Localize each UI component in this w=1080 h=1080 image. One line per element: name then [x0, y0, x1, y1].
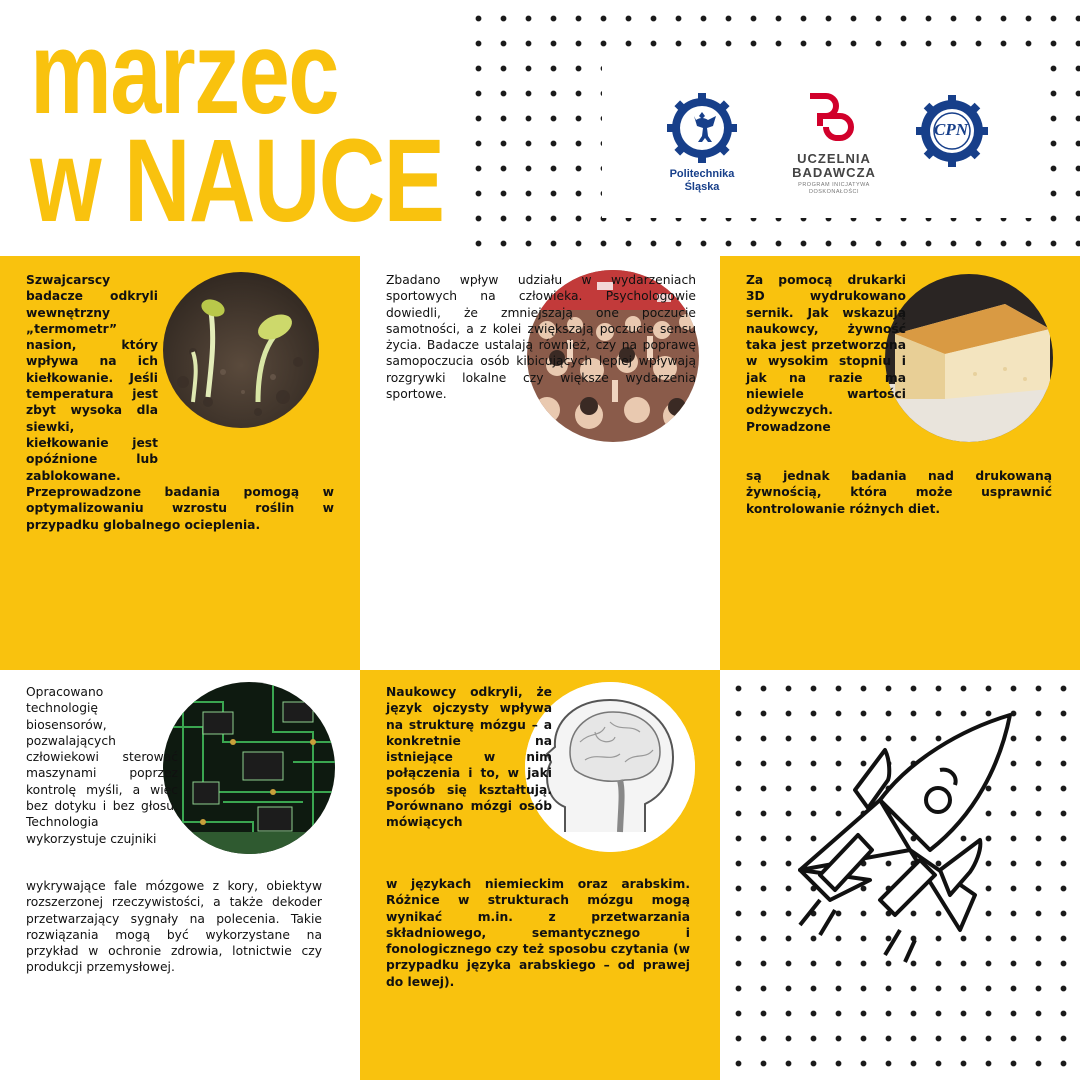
ub-name-line2: BADAWCZA: [792, 165, 876, 180]
eagle-gear-emblem-icon: [666, 92, 738, 164]
article-language-text-cont: w językach niemieckim oraz arabskim. Różnice w strukturach mózgu mogą wynikać m.in. z przetwarzania składniowego, semantycznego i fonologicznego czy też sposobu czytania (w przypadku języka arabskiego – od prawej do lewej).: [386, 877, 690, 989]
polsl-name-line2: Śląska: [684, 181, 720, 193]
page-title-line1: marzec: [30, 7, 338, 139]
cpn-monogram: CPN: [934, 120, 968, 139]
logo-polsl: [652, 92, 752, 194]
ub-mark-icon: [802, 92, 866, 152]
circuit-board-photo: [163, 682, 335, 854]
polsl-name-line1: Politechnika: [669, 168, 735, 180]
article-biosensor-text: Opracowano technologię biosensorów, pozwalających człowiekowi sterować maszynami poprzez kontrolę myśli, a więc bez dotyku i bez głosu. Technologia wykorzystuje czujniki: [26, 685, 178, 846]
ub-subtitle: PROGRAM INICJATYWA DOSKONAŁOŚCI: [798, 182, 870, 195]
article-language-text: Naukowcy odkryli, że język ojczysty wpływa na strukturę mózgu – a konkretnie na istniejące w nim połączenia i to, w jaki sposób się kształtują. Porównano mózgi osób mówiących: [386, 685, 552, 830]
article-seedling-text-cont: Przeprowadzone badania pomogą w optymalizowaniu wzrostu roślin w przypadku globalnego ocieplenia.: [26, 485, 334, 532]
article-biosensor-text-cont: wykrywające fale mózgowe z kory, obiektyw rozszerzonej rzeczywistości, a także dekoder przetwarzający sygnały na polecenia. Takie rozwiązania mogą być wykorzystane na przykład w ochronie zdrowia, lotnictwie czy produkcji przemysłowej.: [26, 879, 322, 975]
ub-name-line1: UCZELNIA: [797, 151, 871, 166]
space-shuttle-icon: [760, 700, 1060, 1000]
page-title-line2: w NAUCE: [30, 115, 444, 247]
article-seedling-text: Szwajcarscy badacze odkryli wewnętrzny „termometr” nasion, który wpływa na ich kiełkowanie. Jeśli temperatura jest zbyt wysoka dla siewki, kiełkowanie jest opóźnione lub zablokowane.: [26, 273, 158, 483]
article-cheesecake-text-cont: są jednak badania nad drukowaną żywnością, która może usprawnić kontrolowanie różnych diet.: [746, 469, 1052, 516]
cheesecake-photo: [885, 274, 1053, 442]
seedling-photo: [163, 272, 319, 428]
logo-cpn: [914, 94, 990, 168]
article-sport-text: Zbadano wpływ udziału w wydarzeniach sportowych na człowieka. Psychologowie dowiedli, że zmniejszają one poczucie samotności, a z kolei zwiększają poczucie sensu życia. Badacze ustalają również, czy na poprawę samopoczucia osób kibicujących lepiej wpływają rozgrywki lokalne czy większe wydarzenia sportowe.: [386, 273, 696, 402]
logo-uczelnia-badawcza: [786, 92, 882, 196]
article-cheesecake-text: Za pomocą drukarki 3D wydrukowano sernik. Jak wskazują naukowcy, żywność taka jest przetworzona w wysokim stopniu i jak na razie ma niewiele wartości odżywczych. Prowadzone: [746, 273, 906, 434]
